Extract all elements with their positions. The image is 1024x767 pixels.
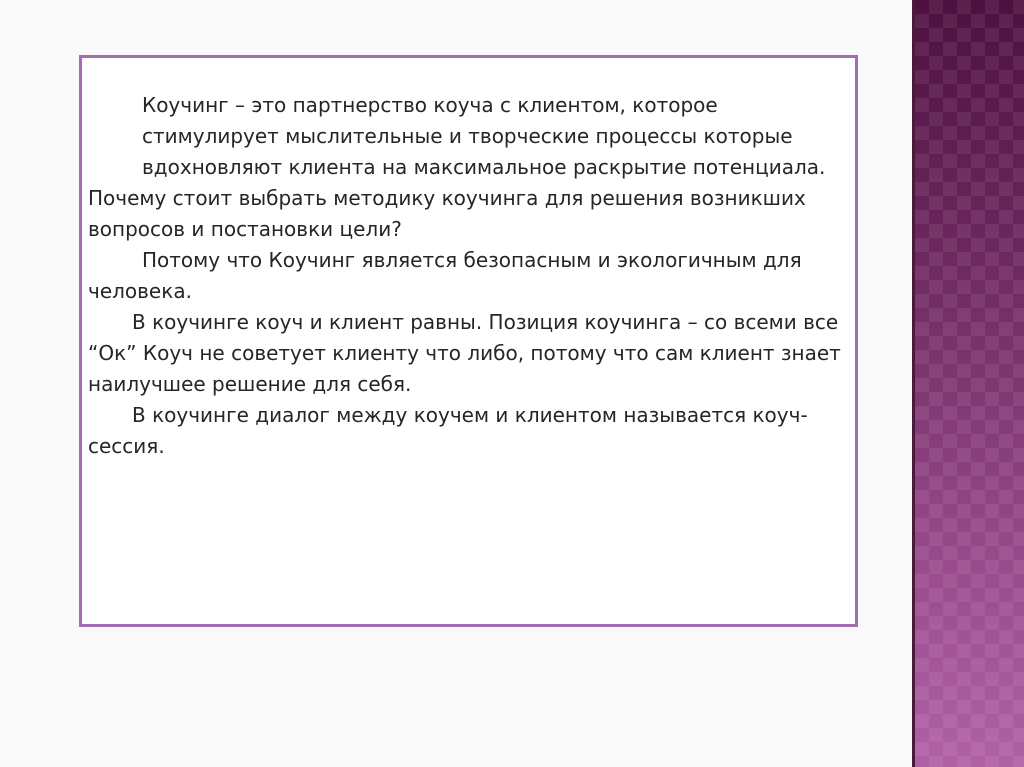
paragraph-answer-safety: Потому что Коучинг является безопасным и экологичным для человека. (88, 248, 802, 303)
paragraph-question: Почему стоит выбрать методику коучинга для решения возникших вопросов и постановки цели? (88, 186, 806, 241)
paragraph-answer-equality: В коучинге коуч и клиент равны. Позиция коучинга – со всеми все “Ок” Коуч не советует клиенту что либо, потому что сам клиент знает наилучшее решение для себя. (88, 310, 841, 396)
paragraph-definition: Коучинг – это партнерство коуча с клиентом, которое стимулирует мыслительные и творческие процессы которые вдохновляют клиента на максимальное раскрытие потенциала. (142, 93, 826, 179)
slide-text (88, 90, 848, 462)
decorative-side-band (915, 0, 1024, 767)
paragraph-answer-session: В коучинге диалог между коучем и клиентом называется коуч-сессия. (88, 403, 808, 458)
